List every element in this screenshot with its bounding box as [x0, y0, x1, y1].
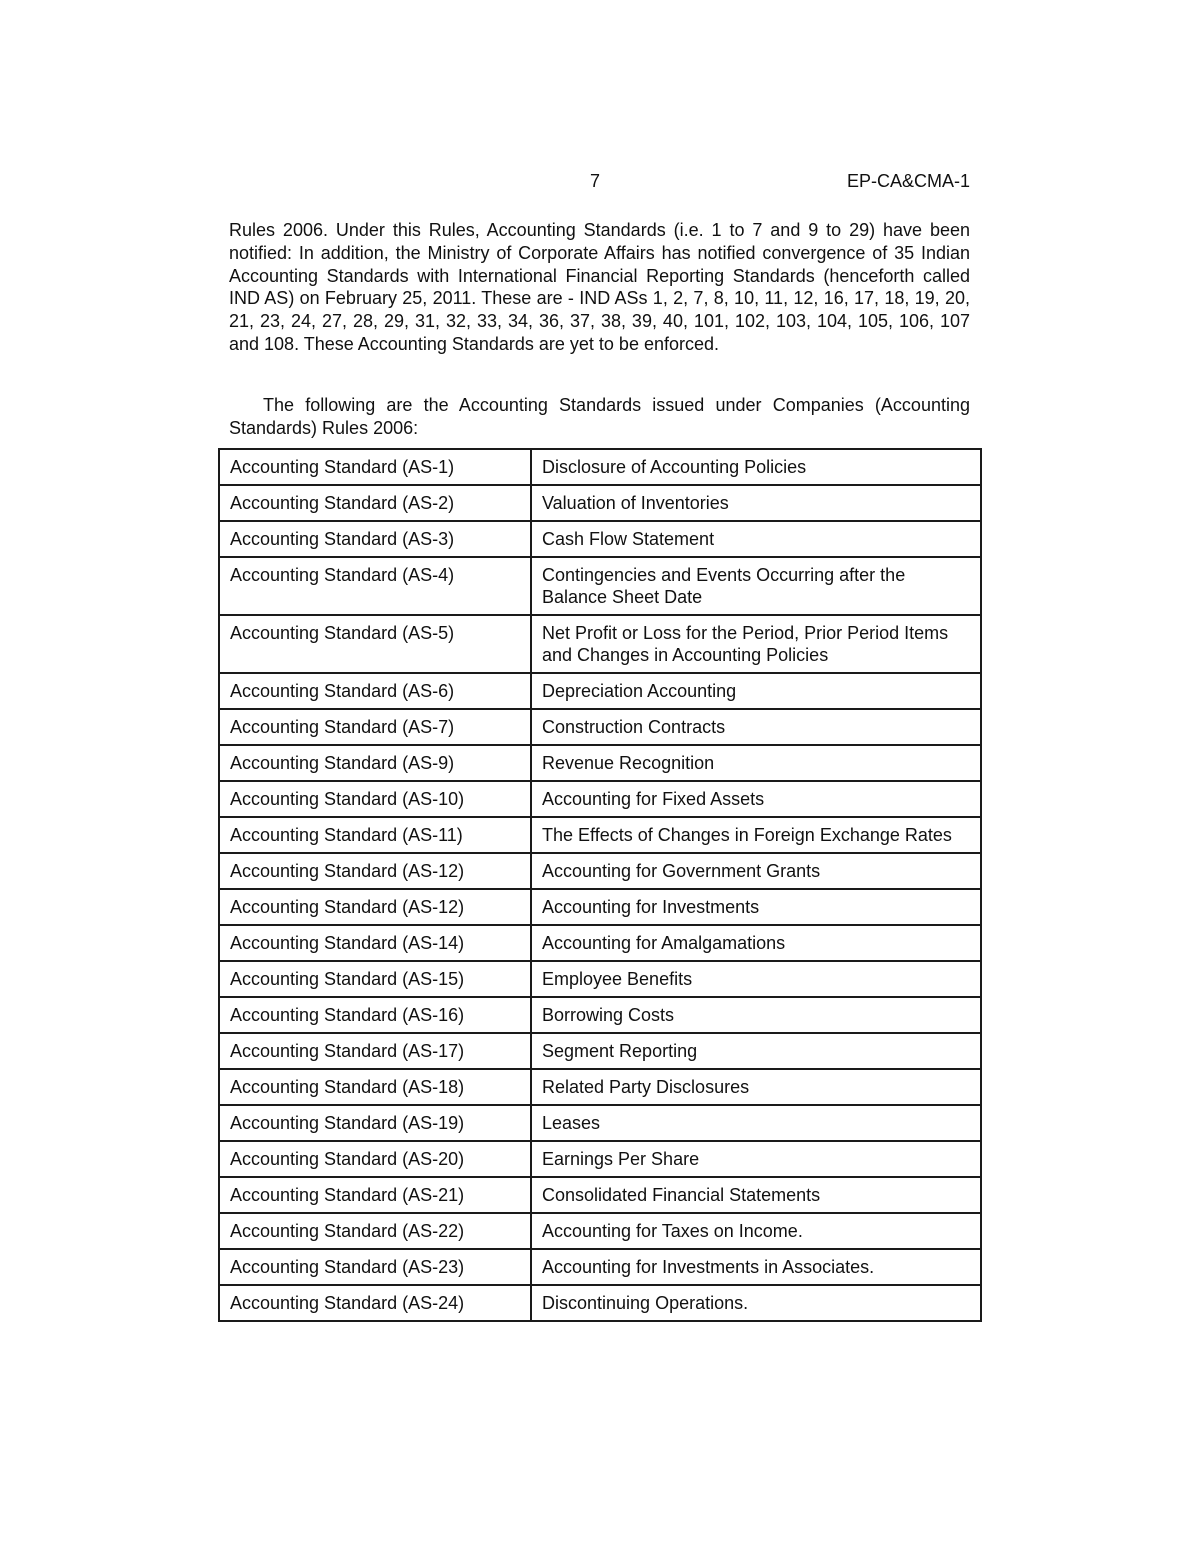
standard-title-cell: Construction Contracts — [531, 709, 981, 745]
document-code: EP-CA&CMA-1 — [846, 171, 970, 191]
standard-title-cell: Employee Benefits — [531, 961, 981, 997]
table-row — [219, 1141, 981, 1177]
standard-number-cell: Accounting Standard (AS-3) — [219, 521, 531, 557]
table-row — [219, 1105, 981, 1141]
standard-number-cell: Accounting Standard (AS-4) — [219, 557, 531, 615]
standard-number-cell: Accounting Standard (AS-14) — [219, 925, 531, 961]
standard-title-cell: Accounting for Fixed Assets — [531, 781, 981, 817]
table-row — [219, 781, 981, 817]
standard-number-cell: Accounting Standard (AS-22) — [219, 1213, 531, 1249]
standard-title-cell: Discontinuing Operations. — [531, 1285, 981, 1321]
standard-title-cell: Revenue Recognition — [531, 745, 981, 781]
standard-number-cell: Accounting Standard (AS-12) — [219, 889, 531, 925]
standard-title-cell: Net Profit or Loss for the Period, Prior Period Items and Changes in Accounting Policies — [531, 615, 981, 673]
intro-paragraph: Rules 2006. Under this Rules, Accounting Standards (i.e. 1 to 7 and 9 to 29) have been notified: In addition, the Ministry of Corporate Affairs has notified convergence of 35 Indian Accounting Standards with International Financial Reporting Standards (henceforth called IND AS) on February 25, 2011. These are - IND ASs 1, 2, 7, 8, 10, 11, 12, 16, 17, 18, 19, 20, 21, 23, 24, 27, 28, 29, 31, 32, 33, 34, 36, 37, 38, 39, 40, 101, 102, 103, 104, 105, 106, 107 and 108. These Accounting Standards are yet to be enforced. — [229, 220, 970, 354]
table-row — [219, 853, 981, 889]
standard-number-cell: Accounting Standard (AS-9) — [219, 745, 531, 781]
table-row — [219, 1033, 981, 1069]
table-row — [219, 1213, 981, 1249]
standard-title-cell: Leases — [531, 1105, 981, 1141]
standard-title-cell: The Effects of Changes in Foreign Exchange Rates — [531, 817, 981, 853]
standard-title-cell: Accounting for Investments in Associates. — [531, 1249, 981, 1285]
table-row — [219, 961, 981, 997]
accounting-standards-table — [218, 448, 982, 1322]
standard-number-cell: Accounting Standard (AS-15) — [219, 961, 531, 997]
standard-title-cell: Accounting for Investments — [531, 889, 981, 925]
standard-title-cell: Related Party Disclosures — [531, 1069, 981, 1105]
standard-title-cell: Consolidated Financial Statements — [531, 1177, 981, 1213]
standard-title-cell: Earnings Per Share — [531, 1141, 981, 1177]
standard-title-cell: Cash Flow Statement — [531, 521, 981, 557]
table-row — [219, 925, 981, 961]
standard-number-cell: Accounting Standard (AS-24) — [219, 1285, 531, 1321]
standard-number-cell: Accounting Standard (AS-7) — [219, 709, 531, 745]
standard-number-cell: Accounting Standard (AS-6) — [219, 673, 531, 709]
table-row — [219, 673, 981, 709]
table-row — [219, 485, 981, 521]
standard-number-cell: Accounting Standard (AS-5) — [219, 615, 531, 673]
standard-title-cell: Depreciation Accounting — [531, 673, 981, 709]
standard-number-cell: Accounting Standard (AS-20) — [219, 1141, 531, 1177]
standard-number-cell: Accounting Standard (AS-2) — [219, 485, 531, 521]
table-row — [219, 557, 981, 615]
table-row — [219, 521, 981, 557]
table-row — [219, 745, 981, 781]
standard-number-cell: Accounting Standard (AS-12) — [219, 853, 531, 889]
standard-title-cell: Contingencies and Events Occurring after the Balance Sheet Date — [531, 557, 981, 615]
page-number: 7 — [590, 171, 601, 191]
standard-title-cell: Disclosure of Accounting Policies — [531, 449, 981, 485]
standard-number-cell: Accounting Standard (AS-19) — [219, 1105, 531, 1141]
table-row — [219, 1285, 981, 1321]
standard-number-cell: Accounting Standard (AS-1) — [219, 449, 531, 485]
standard-number-cell: Accounting Standard (AS-16) — [219, 997, 531, 1033]
table-row — [219, 889, 981, 925]
standard-number-cell: Accounting Standard (AS-10) — [219, 781, 531, 817]
standard-number-cell: Accounting Standard (AS-23) — [219, 1249, 531, 1285]
standard-number-cell: Accounting Standard (AS-11) — [219, 817, 531, 853]
standard-number-cell: Accounting Standard (AS-18) — [219, 1069, 531, 1105]
standard-title-cell: Accounting for Taxes on Income. — [531, 1213, 981, 1249]
table-row — [219, 1177, 981, 1213]
standard-title-cell: Accounting for Government Grants — [531, 853, 981, 889]
table-body — [219, 449, 981, 1321]
standard-title-cell: Valuation of Inventories — [531, 485, 981, 521]
table-row — [219, 997, 981, 1033]
table-intro-paragraph: The following are the Accounting Standards issued under Companies (Accounting Standards) Rules 2006: — [229, 395, 970, 438]
table-row — [219, 817, 981, 853]
table-row — [219, 449, 981, 485]
standard-title-cell: Segment Reporting — [531, 1033, 981, 1069]
table-row — [219, 1069, 981, 1105]
table-row — [219, 615, 981, 673]
standard-title-cell: Accounting for Amalgamations — [531, 925, 981, 961]
standard-title-cell: Borrowing Costs — [531, 997, 981, 1033]
standard-number-cell: Accounting Standard (AS-21) — [219, 1177, 531, 1213]
table-row — [219, 1249, 981, 1285]
table-row — [219, 709, 981, 745]
standard-number-cell: Accounting Standard (AS-17) — [219, 1033, 531, 1069]
